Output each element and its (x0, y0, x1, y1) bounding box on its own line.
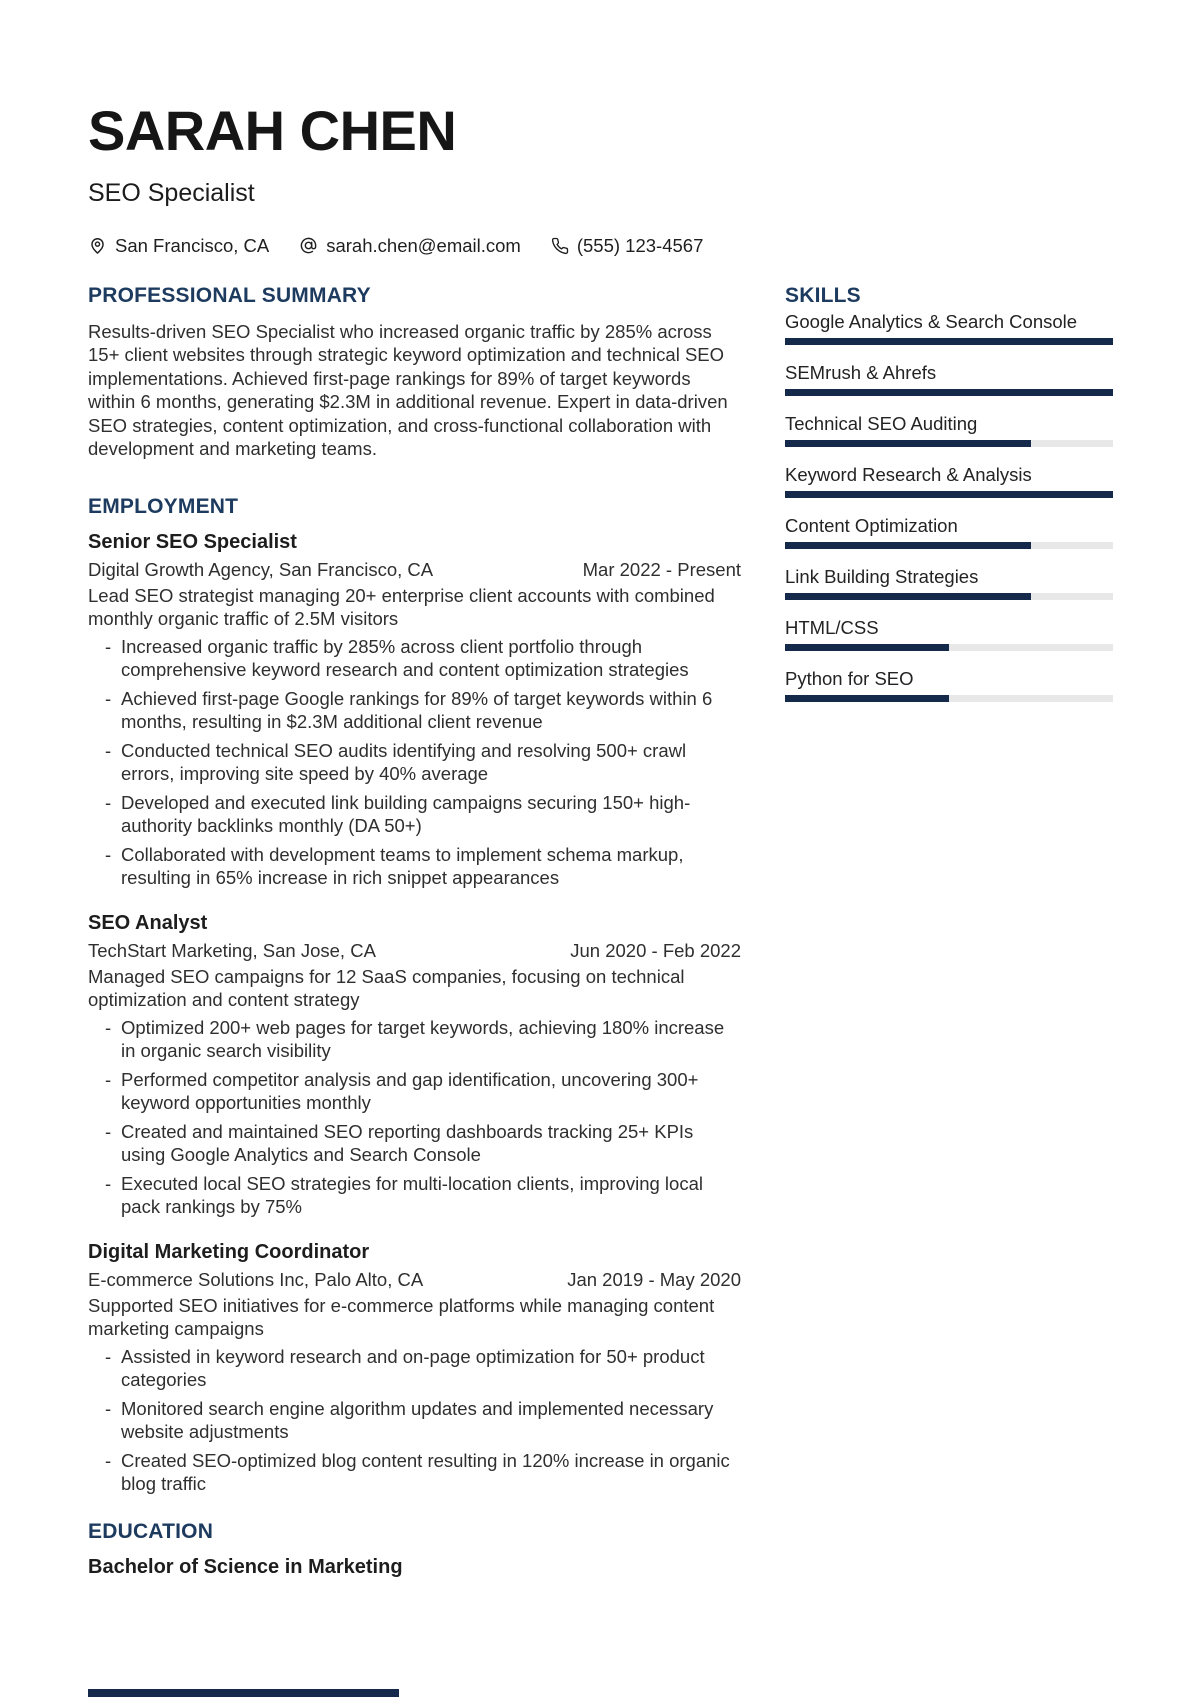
skill-label: SEMrush & Ahrefs (785, 361, 937, 383)
candidate-name: SARAH CHEN (88, 99, 457, 162)
job-title: Senior SEO Specialist (88, 530, 297, 553)
section-education (88, 1520, 741, 1580)
job-dates: Jan 2019 - May 2020 (567, 1269, 741, 1291)
job-description: Supported SEO initiatives for e-commerce platforms while managing content marketing campaigns (88, 1294, 715, 1340)
skill-bar-track (785, 389, 1113, 396)
job-description: Lead SEO strategist managing 20+ enterprise client accounts with combined monthly organic traffic of 2.5M visitors (88, 584, 715, 630)
skill-bar-track (785, 542, 1113, 549)
job-bullet: - Created SEO-optimized blog content resulting in 120% increase in organic blog traffic (88, 1449, 741, 1496)
resume-header (0, 0, 1200, 258)
employment-heading: EMPLOYMENT (88, 494, 239, 518)
skill-bar-fill (785, 338, 1113, 345)
skill-label: Technical SEO Auditing (785, 412, 978, 434)
skill-bar-fill (785, 542, 1031, 549)
job-title: Digital Marketing Coordinator (88, 1240, 370, 1263)
skill-item (785, 565, 1113, 600)
skill-label: Google Analytics & Search Console (785, 310, 1078, 332)
job-company: E-commerce Solutions Inc, Palo Alto, CA (88, 1269, 424, 1291)
job-bullet-list (88, 1345, 741, 1496)
two-column-body (0, 284, 1200, 1580)
job-bullet: - Performed competitor analysis and gap identification, uncovering 300+ keyword opportunities monthly (88, 1068, 741, 1115)
skill-bar-track (785, 440, 1113, 447)
job-dates: Jun 2020 - Feb 2022 (570, 940, 741, 962)
contact-row (88, 234, 1112, 258)
job-bullet: - Achieved first-page Google rankings for 89% of target keywords within 6 months, resulting in $2.3M additional client revenue (88, 687, 741, 734)
skill-item (785, 616, 1113, 651)
section-employment (88, 495, 741, 1496)
job-dates: Mar 2022 - Present (582, 559, 741, 581)
education-degree: Bachelor of Science in Marketing (88, 1555, 403, 1578)
skill-bar-track (785, 644, 1113, 651)
job-entry (88, 531, 741, 890)
skill-bar-fill (785, 695, 949, 702)
job-description: Managed SEO campaigns for 12 SaaS companies, focusing on technical optimization and content strategy (88, 965, 685, 1011)
skill-item (785, 412, 1113, 447)
summary-text: Results-driven SEO Specialist who increased organic traffic by 285% across 15+ client websites through strategic keyword optimization and technical SEO implementations. Achieved first-page rankings for 89% of target keywords within 6 months, generating $2.3M in additional revenue. Expert in data-driven SEO strategies, content optimization, and cross-functional collaboration with development and marketing teams. (88, 320, 728, 460)
job-bullet-list (88, 1016, 741, 1219)
skill-bar-fill (785, 389, 1113, 396)
job-bullet: - Conducted technical SEO audits identifying and resolving 500+ crawl errors, improving site speed by 40% average (88, 739, 741, 786)
job-bullet: - Assisted in keyword research and on-page optimization for 50+ product categories (88, 1345, 741, 1392)
job-bullet: - Executed local SEO strategies for multi-location clients, improving local pack rankings by 75% (88, 1172, 741, 1219)
job-company: TechStart Marketing, San Jose, CA (88, 940, 376, 962)
job-company-row (88, 939, 741, 963)
job-bullet: - Created and maintained SEO reporting dashboards tracking 25+ KPIs using Google Analytics and Search Console (88, 1120, 741, 1167)
skill-item (785, 514, 1113, 549)
skills-heading: SKILLS (785, 283, 861, 307)
contact-location-text: San Francisco, CA (115, 234, 270, 256)
skills-column (785, 284, 1113, 1580)
contact-email-text: sarah.chen@email.com (326, 234, 521, 256)
skill-bar-fill (785, 644, 949, 651)
job-bullet: - Optimized 200+ web pages for target keywords, achieving 180% increase in organic search visibility (88, 1016, 741, 1063)
job-company: Digital Growth Agency, San Francisco, CA (88, 559, 434, 581)
job-company-row (88, 558, 741, 582)
skill-item (785, 310, 1113, 345)
contact-email (299, 234, 521, 258)
main-column (88, 284, 741, 1580)
job-bullet: - Increased organic traffic by 285% across client portfolio through comprehensive keyword research and content optimization strategies (88, 635, 741, 682)
education-heading: EDUCATION (88, 1519, 214, 1543)
job-entry (88, 1241, 741, 1496)
skill-bar-track (785, 491, 1113, 498)
skill-bar-fill (785, 440, 1031, 447)
section-professional-summary (88, 284, 741, 461)
skill-bar-track (785, 695, 1113, 702)
skill-label: Link Building Strategies (785, 565, 979, 587)
skill-bar-fill (785, 491, 1113, 498)
job-company-row (88, 1268, 741, 1292)
candidate-job-title: SEO Specialist (88, 178, 255, 207)
skill-item (785, 667, 1113, 702)
skill-bar-fill (785, 593, 1031, 600)
contact-phone (551, 234, 704, 258)
phone-icon (551, 237, 569, 255)
contact-phone-text: (555) 123-4567 (576, 234, 704, 256)
skill-item (785, 463, 1113, 498)
skill-bar-track (785, 593, 1113, 600)
job-entry (88, 912, 741, 1219)
skill-label: HTML/CSS (785, 616, 879, 638)
contact-location (88, 234, 269, 258)
skill-bar-track (785, 338, 1113, 345)
skill-item (785, 361, 1113, 396)
summary-heading: PROFESSIONAL SUMMARY (88, 283, 371, 307)
skill-label: Content Optimization (785, 514, 958, 536)
job-title: SEO Analyst (88, 911, 208, 934)
at-sign-icon (299, 236, 318, 255)
page-bottom-cutoff-bar (88, 1689, 399, 1697)
job-bullet: - Collaborated with development teams to implement schema markup, resulting in 65% increase in rich snippet appearances (88, 843, 741, 890)
location-pin-icon (88, 236, 107, 255)
job-bullet: - Developed and executed link building campaigns securing 150+ high-authority backlinks monthly (DA 50+) (88, 791, 741, 838)
skill-label: Python for SEO (785, 667, 914, 689)
skill-label: Keyword Research & Analysis (785, 463, 1032, 485)
job-bullet: - Monitored search engine algorithm updates and implemented necessary website adjustments (88, 1397, 741, 1444)
job-bullet-list (88, 635, 741, 890)
